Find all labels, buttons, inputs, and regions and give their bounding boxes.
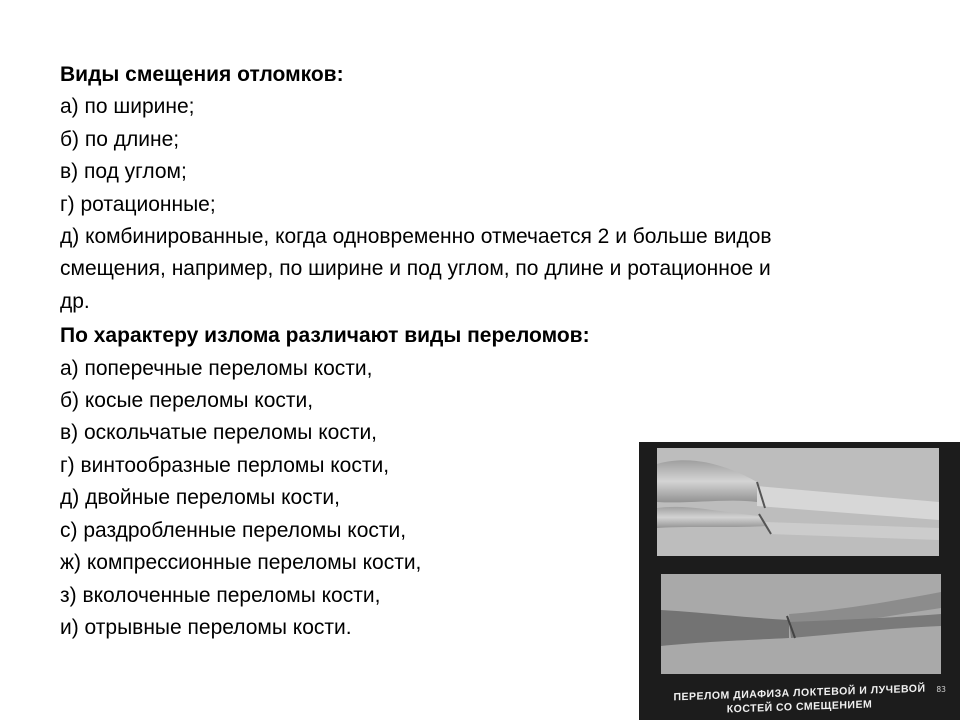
list-item: ж) компрессионные переломы кости, — [60, 551, 422, 575]
list-item: д) комбинированные, когда одновременно отмечается 2 и больше видов — [60, 225, 772, 249]
list-item: смещения, например, по ширине и под углом, по длине и ротационное и — [60, 257, 771, 281]
list-item: с) раздробленные переломы кости, — [60, 518, 407, 542]
list-item: а) поперечные переломы кости, — [60, 356, 373, 380]
xray-image — [639, 442, 960, 720]
list-item: а) по ширине; — [60, 95, 195, 119]
list-item: з) вколоченные переломы кости, — [60, 583, 381, 607]
list-item: г) ротационные; — [60, 192, 216, 216]
list-item: в) под углом; — [60, 160, 187, 184]
page-number: 83 — [936, 685, 946, 694]
list-item: и) отрывные переломы кости. — [60, 615, 352, 639]
list-item: б) косые переломы кости, — [60, 389, 314, 413]
displacement-types-heading: Виды смещения отломков: — [60, 63, 344, 86]
caption-line: ПЕРЕЛОМ ДИАФИЗА ЛОКТЕВОЙ И ЛУЧЕВОЙ — [673, 682, 926, 704]
list-item: в) оскольчатые переломы кости, — [60, 421, 378, 445]
fracture-types-heading: По характеру излома различают виды переломов: — [60, 324, 590, 348]
xray-illustration — [639, 442, 960, 720]
caption-line: КОСТЕЙ СО СМЕЩЕНИЕМ — [726, 698, 873, 716]
list-item: д) двойные переломы кости, — [60, 486, 340, 510]
list-item: др. — [60, 289, 90, 313]
list-item: г) винтообразные перломы кости, — [60, 453, 390, 477]
list-item: б) по длине; — [60, 127, 180, 151]
